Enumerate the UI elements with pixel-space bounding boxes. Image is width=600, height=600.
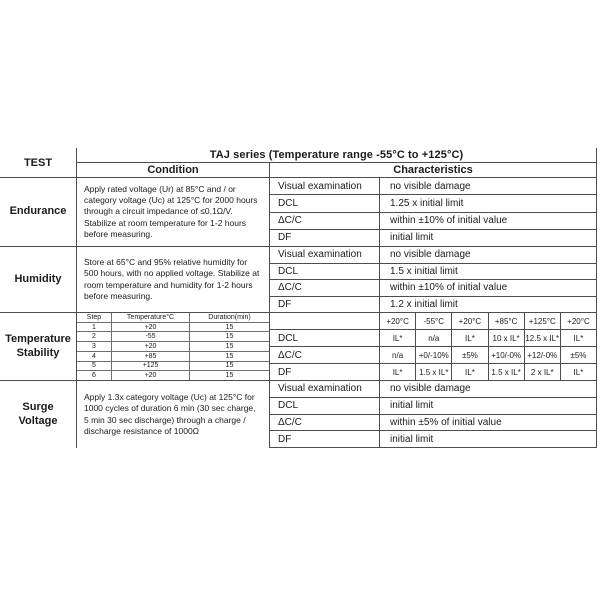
char-row	[270, 195, 596, 212]
matrix-cell: +0/-10%	[416, 347, 452, 363]
step-row	[77, 362, 269, 372]
char-label: ΔC/C	[270, 415, 380, 431]
step-duration: 15	[225, 343, 234, 351]
char-value: 1.25 x initial limit	[390, 197, 464, 209]
characteristics-block	[270, 247, 596, 312]
char-label: DF	[270, 297, 380, 313]
step-duration: 15	[225, 352, 234, 360]
char-label: ΔC/C	[270, 213, 380, 229]
matrix-cell: IL*	[452, 364, 488, 380]
char-value: initial limit	[390, 232, 434, 244]
step-number: 2	[77, 332, 112, 341]
matrix-cell: +12/-0%	[525, 347, 561, 363]
matrix-cell: 2 x IL*	[525, 364, 561, 380]
table-header	[0, 148, 596, 178]
matrix-row-dcl	[270, 330, 596, 347]
temp-col-header: +20°C	[452, 313, 488, 329]
test-name: Humidity	[0, 247, 77, 312]
step-row	[77, 332, 269, 342]
test-name: Surge Voltage	[0, 381, 77, 448]
matrix-cell: IL*	[380, 330, 416, 346]
char-label: DCL	[270, 195, 380, 211]
matrix-cell: IL*	[573, 333, 584, 343]
duration-col-header: Duration(min)	[208, 313, 251, 321]
header-right	[77, 148, 596, 177]
char-row	[270, 247, 596, 264]
step-temperature: +125	[112, 362, 190, 371]
step-col-header: Step	[77, 313, 112, 322]
condition-text	[77, 381, 270, 448]
step-table	[77, 313, 270, 380]
matrix-cell: IL*	[452, 330, 488, 346]
matrix-cell: n/a	[416, 330, 452, 346]
condition-text	[77, 178, 270, 246]
test-name: Endurance	[0, 178, 77, 246]
reliability-table	[0, 148, 597, 448]
char-value: no visible damage	[390, 180, 471, 192]
char-row	[270, 230, 596, 246]
temp-col-header: +20°C	[380, 313, 416, 329]
step-duration: 15	[225, 372, 234, 380]
char-label: DF	[270, 230, 380, 246]
step-temperature: -55	[112, 332, 190, 341]
step-table-header	[77, 313, 269, 323]
char-row	[270, 431, 596, 447]
section-temperature-stability	[0, 313, 596, 381]
temp-col-header: +20°C	[567, 316, 590, 326]
matrix-cell: ±5%	[570, 350, 587, 360]
characteristics-block	[270, 381, 596, 448]
char-row	[270, 178, 596, 195]
char-label: DF	[270, 364, 380, 380]
condition-paragraph: Store at 65°C and 95% relative humidity for 500 hours, with no applied voltage. Stabilize at room temperature and humidity for 1-2 hours before measuring.	[84, 257, 260, 301]
series-header: TAJ series (Temperature range -55°C to +125°C)	[77, 148, 596, 163]
temp-col-header: +85°C	[489, 313, 525, 329]
characteristics-block	[270, 178, 596, 246]
section-humidity	[0, 247, 596, 313]
step-duration: 15	[225, 362, 234, 370]
char-value: within ±5% of initial value	[390, 416, 502, 428]
col-header-characteristics: Characteristics	[393, 164, 473, 176]
char-label: ΔC/C	[270, 280, 380, 296]
char-value: within ±10% of initial value	[390, 282, 508, 294]
step-temperature: +85	[112, 352, 190, 361]
step-number: 1	[77, 323, 112, 332]
condition-paragraph: Apply 1.3x category voltage (Uc) at 125°C for 1000 cycles of duration 6 min (30 sec charge, 5 min 30 sec discharge) through a charge / discharge resistance of 1000Ω	[84, 392, 256, 436]
matrix-cell: n/a	[380, 347, 416, 363]
col-header-test: TEST	[0, 148, 77, 177]
temp-col-header: -55°C	[416, 313, 452, 329]
char-value: 1.2 x initial limit	[390, 298, 458, 310]
step-row	[77, 352, 269, 362]
matrix-header-row	[270, 313, 596, 330]
matrix-cell: 12.5 x IL*	[525, 330, 561, 346]
condition-text	[77, 247, 270, 312]
temperature-col-header: Temperature°C	[112, 313, 190, 322]
step-row	[77, 323, 269, 333]
step-number: 5	[77, 362, 112, 371]
section-endurance	[0, 178, 596, 247]
characteristics-matrix	[270, 313, 596, 380]
step-duration: 15	[225, 333, 234, 341]
char-value: initial limit	[390, 400, 434, 412]
temp-col-header: +125°C	[525, 313, 561, 329]
matrix-cell: IL*	[573, 367, 584, 377]
step-row	[77, 342, 269, 352]
matrix-cell: 1.5 x IL*	[489, 364, 525, 380]
matrix-cell: 10 x IL*	[489, 330, 525, 346]
char-value: initial limit	[390, 433, 434, 445]
step-temperature: +20	[112, 371, 190, 380]
step-number: 4	[77, 352, 112, 361]
step-number: 6	[77, 371, 112, 380]
condition-paragraph: Apply rated voltage (Ur) at 85°C and / or category voltage (Uc) at 125°C for 2000 hours through a circuit impedance of ≤0.1Ω/V. Stabilize at room temperature for 1-2 hours before measuring.	[84, 184, 258, 239]
char-row	[270, 213, 596, 230]
section-surge-voltage	[0, 381, 596, 448]
col-header-condition: Condition	[77, 163, 270, 177]
matrix-cell: ±5%	[452, 347, 488, 363]
matrix-row-dcc	[270, 347, 596, 364]
step-temperature: +20	[112, 323, 190, 332]
char-row	[270, 381, 596, 398]
char-row	[270, 264, 596, 281]
char-row	[270, 398, 596, 415]
char-label: Visual examination	[270, 381, 380, 397]
matrix-cell: IL*	[380, 364, 416, 380]
step-row	[77, 371, 269, 380]
matrix-row-df	[270, 364, 596, 380]
char-label: DCL	[270, 330, 380, 346]
matrix-cell: 1.5 x IL*	[416, 364, 452, 380]
char-label: DCL	[270, 264, 380, 280]
test-name: Temperature Stability	[0, 313, 77, 380]
char-value: 1.5 x initial limit	[390, 265, 458, 277]
char-label: Visual examination	[270, 178, 380, 194]
char-row	[270, 297, 596, 313]
char-label: DF	[270, 431, 380, 447]
matrix-cell: +10/-0%	[489, 347, 525, 363]
char-value: no visible damage	[390, 249, 471, 261]
step-number: 3	[77, 342, 112, 351]
step-duration: 15	[225, 323, 234, 331]
char-value: within ±10% of initial value	[390, 215, 508, 227]
step-temperature: +20	[112, 342, 190, 351]
matrix-empty-corner	[270, 313, 380, 329]
sub-header-row	[77, 163, 596, 177]
char-label: Visual examination	[270, 247, 380, 263]
char-label: ΔC/C	[270, 347, 380, 363]
char-label: DCL	[270, 398, 380, 414]
char-value: no visible damage	[390, 383, 471, 395]
char-row	[270, 415, 596, 432]
char-row	[270, 280, 596, 297]
